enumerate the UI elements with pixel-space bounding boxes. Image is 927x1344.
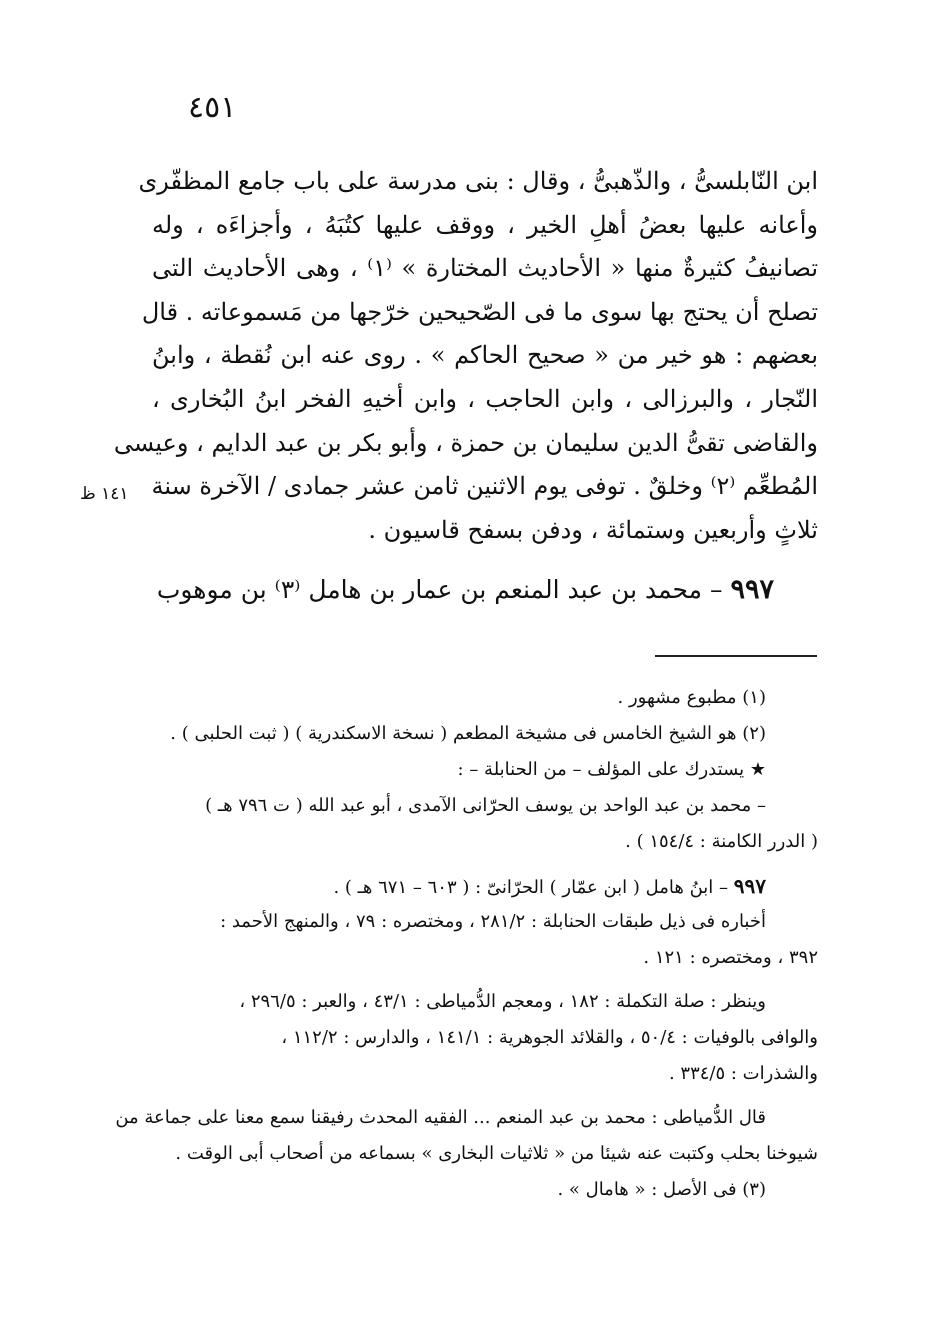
footnote-1: (١) مطبوع مشهور . — [617, 687, 766, 708]
entry-heading — [152, 568, 774, 612]
footnotes-block — [115, 680, 818, 1208]
addendum-entry-line: – محمد بن عبد الواحد بن يوسف الحرّانى الآمدى ، أبو عبد الله ( ت ٧٩٦ هـ ) — [205, 795, 766, 816]
entry-name: محمد بن عبد المنعم بن عمار بن هامل ⁽٣⁾ بن موهوب — [156, 575, 703, 604]
see-also-line: والشذرات : ٣٣٤/٥ . — [668, 1063, 818, 1084]
entry-note-number: ٩٩٧ — [733, 874, 766, 898]
entry-note-title: – ابنُ هامل ( ابن عمّار ) الحرّانىّ : ( ٦٠٣ – ٦٧١ هـ ) . — [333, 877, 729, 898]
body-line: المُطعِّم ⁽٢⁾ وخلقٌ . توفى يوم الاثنين ثامن عشر جمادى / الآخرة سنة — [151, 472, 818, 501]
entry-number: ٩٩٧ — [730, 574, 774, 605]
body-line: تصلح أن يحتج بها سوى ما فى الصّحيحين خرّجها من مَسموعاته . قال — [141, 297, 818, 326]
see-also-line: وينظر : صلة التكملة : ١٨٢ ، ومعجم الدُّمياطى : ٤٣/١ ، والعبر : ٢٩٦/٥ ، — [239, 991, 766, 1012]
body-line: بعضهم : هو خير من « صحيح الحاكم » . روى عنه ابن نُقطة ، وابنُ — [152, 341, 818, 370]
entry-dash: – — [710, 575, 723, 604]
body-line: ثلاثٍ وأربعين وستمائة ، ودفن بسفح قاسيون . — [368, 515, 818, 544]
addendum-entry-line: ( الدرر الكامنة : ١٥٤/٤ ) . — [625, 831, 818, 852]
footnote-separator — [655, 655, 817, 657]
sources-line: أخباره فى ذيل طبقات الحنابلة : ٢٨١/٢ ، ومختصره : ٧٩ ، والمنهج الأحمد : — [220, 911, 766, 932]
body-line: تصانيفُ كثيرةٌ منها « الأحاديث المختارة » ⁽١⁾ ، وهى الأحاديث التى — [152, 254, 818, 283]
sources-line: ٣٩٢ ، ومختصره : ١٢١ . — [643, 947, 818, 968]
main-text-block — [113, 160, 818, 552]
quote-line: شيوخنا بحلب وكتبت عنه شيئا من « ثلاثيات البخارى » بسماعه من أصحاب أبى الوقت . — [175, 1143, 818, 1164]
addendum-note: ★ يستدرك على المؤلف – من الحنابلة – : — [457, 759, 766, 780]
body-line: والقاضى تقىُّ الدين سليمان بن حمزة ، وأبو بكر بن عبد الدايم ، وعيسى — [113, 428, 818, 457]
body-line: وأعانه عليها بعضُ أهلِ الخير ، ووقف عليها كتُبَهُ ، وأجزاءَه ، وله — [152, 210, 818, 239]
manuscript-folio-note: ١٤١ ظ — [80, 484, 129, 504]
footnote-3: (٣) فى الأصل : « هامال » . — [557, 1179, 766, 1200]
see-also-line: والوافى بالوفيات : ٥٠/٤ ، والقلائد الجوهرية : ١٤١/١ ، والدارس : ١١٢/٢ ، — [281, 1027, 818, 1048]
body-line: النّجار ، والبرزالى ، وابن الحاجب ، وابن أخيهِ الفخر ابنُ البُخارى ، — [152, 384, 818, 413]
page-number: ٤٥١ — [188, 90, 237, 125]
footnote-2: (٢) هو الشيخ الخامس فى مشيخة المطعم ( نسخة الاسكندرية ) ( ثبت الحلبى ) . — [170, 723, 766, 744]
entry-note-heading — [152, 868, 818, 904]
body-line: ابن النّابلسىُّ ، والذّهبىُّ ، وقال : بنى مدرسة على باب جامع المظفّرى — [138, 167, 818, 195]
quote-line: قال الدُّمياطى : محمد بن عبد المنعم ... الفقيه المحدث رفيقنا سمع معنا على جماعة من — [115, 1107, 766, 1128]
